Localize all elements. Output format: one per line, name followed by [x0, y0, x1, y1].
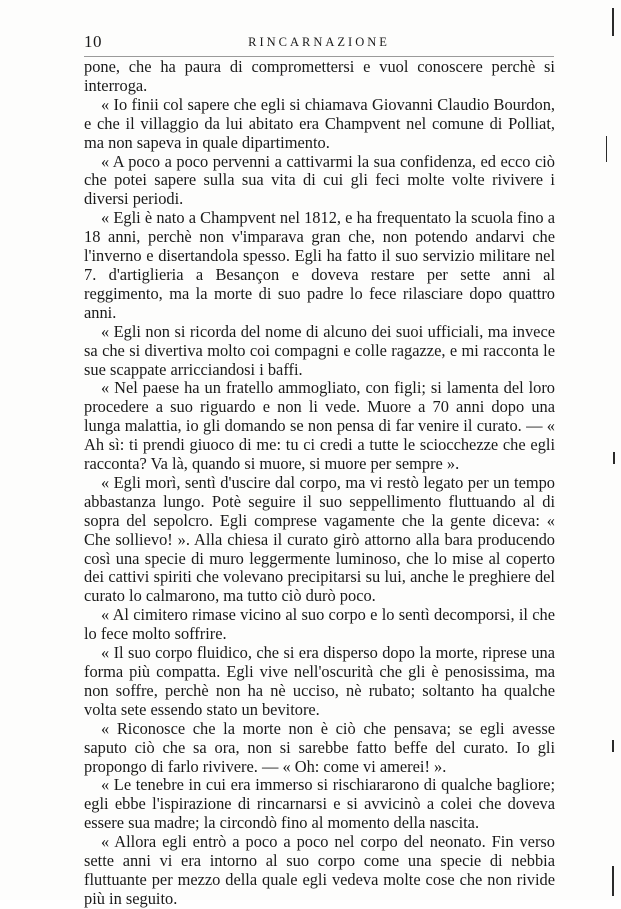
scan-edge-mark: [612, 8, 614, 36]
paragraph: « Egli è nato a Champvent nel 1812, e ha frequentato la scuola fino a 18 anni, perchè non v'imparava gran che, non potendo andarvi che l'inverno e disertandola spesso. Egli ha fatto il suo servizio militare nel 7. d'artiglieria a Besançon e doveva restare per sette anni al reggimento, ma la morte di suo padre lo fece rilasciare dopo quattro anni.: [84, 208, 555, 322]
paragraph: « A poco a poco pervenni a cattivarmi la sua confidenza, ed ecco ciò che potei sapere sulla sua vita di cui gli feci molte volte rivivere i diversi periodi.: [84, 151, 555, 209]
paragraph: « Le tenebre in cui era immerso si rischiararono di qualche bagliore; egli ebbe l'ispirazione di rincarnarsi e si avvicinò a colei che doveva essere sua madre; la circondò fino al momento della nascita.: [84, 775, 555, 833]
paragraph: « Egli morì, sentì d'uscire dal corpo, ma vi restò legato per un tempo abbastanza lungo. Potè seguire il suo seppellimento fluttuando al di sopra del sepolcro. Egli comprese vagamente che la gente diceva: « Che sollievo! ». Alla chiesa il curato girò attorno alla bara producendo così una specie di muro leggermente luminoso, che lo mise al coperto dei cattivi spiriti che volevano precipitarsi su lui, anche le preghiere del curato lo calmarono, ma tutto ciò durò poco.: [84, 472, 555, 606]
scan-edge-mark: [613, 452, 615, 464]
paragraph: « Il suo corpo fluidico, che si era disperso dopo la morte, riprese una forma più compatta. Egli vive nell'oscurità che gli è penosissima, ma non soffre, perchè non ha nè ucciso, nè rubato; soltanto ha qualche volta sete essendo stato un bevitore.: [84, 643, 555, 719]
scan-edge-mark: [612, 866, 614, 896]
body-text: [84, 58, 555, 909]
page-number: 10: [84, 32, 102, 51]
paragraph: « Nel paese ha un fratello ammogliato, con figli; si lamenta del loro procedere a suo riguardo e non li vede. Muore a 70 anni dopo una lunga malattia, io gli domando se non pensa di far venire il curato. — « Ah sì: ti prendi giuoco di me: tu ci credi a tutte le sciocchezze che egli racconta? Va là, quando si muore, si muore per sempre ».: [84, 378, 555, 474]
page-header: [84, 32, 554, 57]
scan-edge-mark: [612, 740, 614, 752]
paragraph: « Allora egli entrò a poco a poco nel corpo del neonato. Fin verso sette anni vi era intorno al suo corpo come una specie di nebbia fluttuante per mezzo della quale egli vedeva molte cose che non rivide più in seguito.: [84, 832, 555, 908]
scan-edge-mark: [606, 136, 607, 162]
running-head: RINCARNAZIONE: [248, 35, 390, 49]
paragraph: « Io finii col sapere che egli si chiamava Giovanni Claudio Bourdon, e che il villaggio da lui abitato era Champvent nel comune di Polliat, ma non sapeva in quale dipartimento.: [84, 94, 555, 152]
paragraph: « Al cimitero rimase vicino al suo corpo e lo sentì decomporsi, il che lo fece molto soffrire.: [84, 605, 555, 644]
paragraph: pone, che ha paura di compromettersi e vuol conoscere perchè si interroga.: [84, 57, 555, 95]
paragraph: « Riconosce che la morte non è ciò che pensava; se egli avesse saputo ciò che sa ora, non si sarebbe fatto beffe del curato. Io gli propongo di farlo rivivere. — « Oh: come vi amerei! ».: [84, 718, 555, 776]
paragraph: « Egli non si ricorda del nome di alcuno dei suoi ufficiali, ma invece sa che si divertiva molto coi compagni e colle ragazze, e mi racconta le sue scappate arricciandosi i baffi.: [84, 321, 555, 379]
